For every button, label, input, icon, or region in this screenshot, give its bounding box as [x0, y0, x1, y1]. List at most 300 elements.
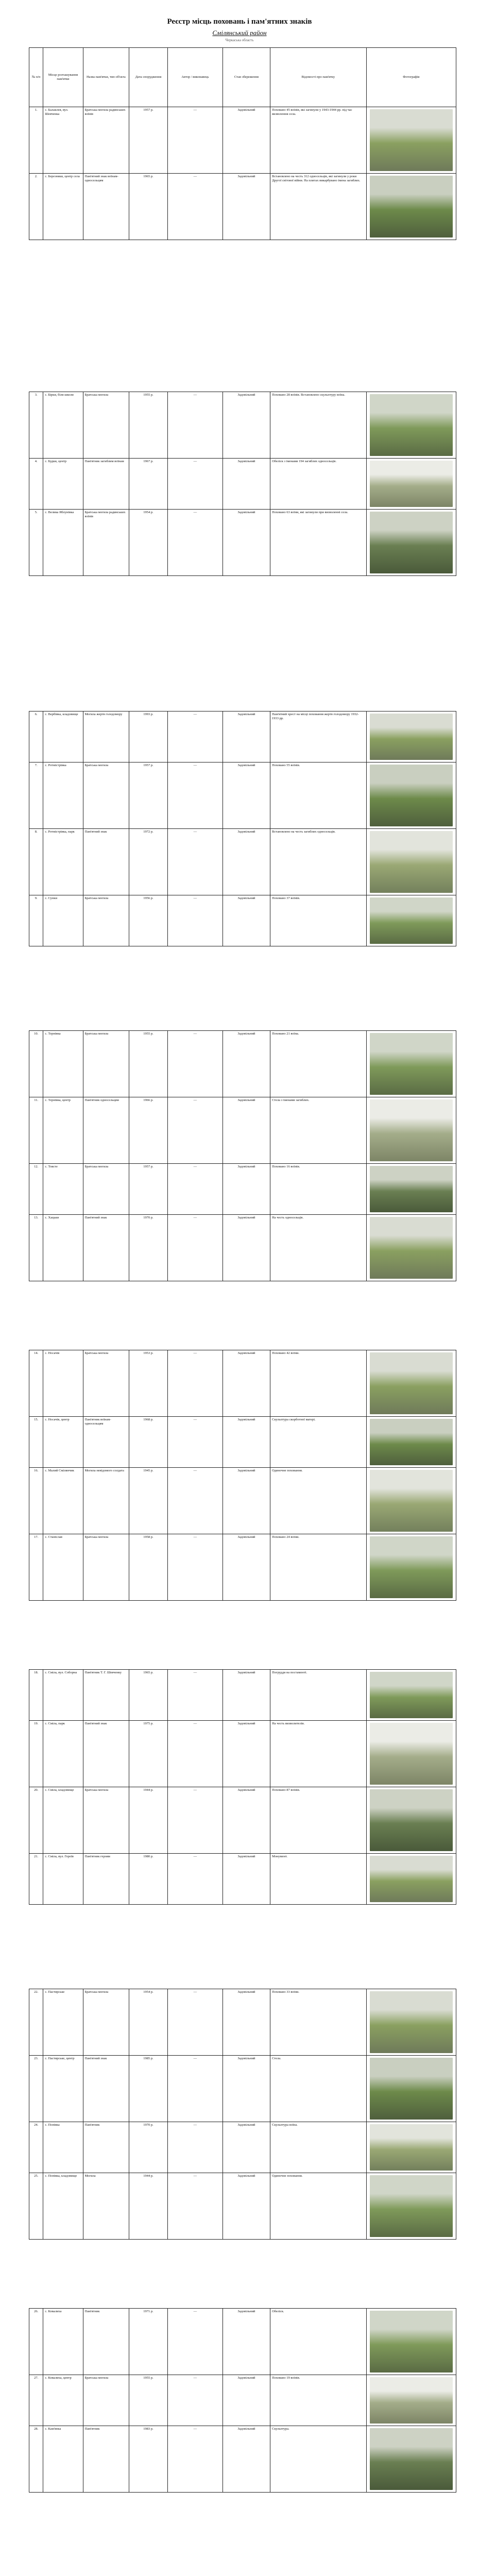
- table-row: [29, 711, 456, 762]
- monument-photo: [370, 2124, 453, 2171]
- cell-name: Братська могила: [83, 1164, 129, 1215]
- cell-photo: [366, 2309, 456, 2375]
- cell-name: Пам'ятник: [83, 2309, 129, 2375]
- cell-state: Задовільний: [223, 2309, 270, 2375]
- monument-photo: [370, 1536, 453, 1598]
- cell-date: 1944 р.: [129, 1787, 168, 1854]
- cell-state: Задовільний: [223, 459, 270, 510]
- cell-no: 22.: [29, 1989, 43, 2056]
- cell-info: Поховано 28 воїнів. Встановлено скульптуру воїна.: [270, 392, 366, 459]
- cell-place: с. Товсте: [43, 1164, 83, 1215]
- monument-photo: [370, 1856, 453, 1902]
- monument-photo: [370, 1723, 453, 1785]
- cell-no: 14.: [29, 1350, 43, 1417]
- cell-info: Погруддя на постаменті.: [270, 1670, 366, 1721]
- monument-photo: [370, 2428, 453, 2490]
- cell-place: с. Ротмістрівка, парк: [43, 829, 83, 895]
- cell-photo: [366, 1350, 456, 1417]
- cell-no: 16.: [29, 1468, 43, 1534]
- cell-name: Пам'ятний знак: [83, 829, 129, 895]
- cell-no: 3.: [29, 392, 43, 459]
- cell-author: —: [167, 1534, 223, 1601]
- cell-name: Братська могила: [83, 1534, 129, 1601]
- cell-no: 27.: [29, 2375, 43, 2426]
- cell-date: 1966 р.: [129, 1097, 168, 1164]
- page-subtitle-2: Черкаська область: [225, 38, 254, 42]
- monument-photo: [370, 1419, 453, 1465]
- cell-photo: [366, 2173, 456, 2240]
- cell-info: Встановлено на честь загиблих односельців.: [270, 829, 366, 895]
- cell-name: Братська могила: [83, 762, 129, 829]
- cell-photo: [366, 1854, 456, 1905]
- table-row: [29, 1164, 456, 1215]
- column-header: Назва пам'ятки, тип об'єкта: [83, 48, 129, 107]
- cell-place: с. Ковалиха, центр: [43, 2375, 83, 2426]
- cell-date: 1965 р.: [129, 174, 168, 240]
- cell-name: Братська могила: [83, 392, 129, 459]
- cell-no: 4.: [29, 459, 43, 510]
- monument-photo: [370, 512, 453, 573]
- cell-info: Стела.: [270, 2056, 366, 2122]
- cell-info: Поховано 24 воїни.: [270, 1534, 366, 1601]
- cell-name: Братська могила радянських воїнів: [83, 107, 129, 174]
- cell-author: —: [167, 1670, 223, 1721]
- cell-no: 20.: [29, 1787, 43, 1854]
- column-header: № п/п: [29, 48, 43, 107]
- cell-date: 1958 р.: [129, 1534, 168, 1601]
- cell-photo: [366, 1787, 456, 1854]
- cell-info: Стела з іменами загиблих.: [270, 1097, 366, 1164]
- cell-info: Скульптура.: [270, 2426, 366, 2493]
- cell-no: 11.: [29, 1097, 43, 1164]
- table-row: [29, 2309, 456, 2375]
- cell-no: 23.: [29, 2056, 43, 2122]
- table-row: [29, 174, 456, 240]
- cell-photo: [366, 392, 456, 459]
- cell-author: —: [167, 174, 223, 240]
- cell-state: Задовільний: [223, 895, 270, 946]
- monument-photo: [370, 2175, 453, 2237]
- register-table: [29, 711, 456, 946]
- register-table: [29, 1669, 456, 1905]
- cell-author: —: [167, 2173, 223, 2240]
- cell-photo: [366, 2426, 456, 2493]
- cell-place: с. Носачів, центр: [43, 1417, 83, 1468]
- cell-info: Поховано 63 воїни, які загинули при визволенні села.: [270, 510, 366, 576]
- monument-photo: [370, 1033, 453, 1095]
- cell-state: Задовільний: [223, 1989, 270, 2056]
- table-row: [29, 107, 456, 174]
- cell-info: Обеліск з іменами 194 загиблих односельців.: [270, 459, 366, 510]
- cell-author: —: [167, 829, 223, 895]
- table-row: [29, 1787, 456, 1854]
- table-row: [29, 1468, 456, 1534]
- cell-state: Задовільний: [223, 2375, 270, 2426]
- cell-date: 1967 р.: [129, 459, 168, 510]
- page-subtitle: Смілянський район: [212, 29, 267, 37]
- cell-name: Пам'ятний знак воїнам-односельцям: [83, 174, 129, 240]
- cell-no: 6.: [29, 711, 43, 762]
- cell-date: 1955 р.: [129, 2375, 168, 2426]
- cell-state: Задовільний: [223, 2122, 270, 2173]
- cell-date: 1955 р.: [129, 1031, 168, 1097]
- cell-photo: [366, 762, 456, 829]
- cell-photo: [366, 2056, 456, 2122]
- cell-date: 1955 р.: [129, 392, 168, 459]
- cell-name: Пам'ятний знак: [83, 2056, 129, 2122]
- monument-photo: [370, 461, 453, 507]
- cell-name: Могила невідомого солдата: [83, 1468, 129, 1534]
- cell-info: Поховано 42 воїни.: [270, 1350, 366, 1417]
- table-row: [29, 1097, 456, 1164]
- cell-photo: [366, 1215, 456, 1281]
- cell-state: Задовільний: [223, 762, 270, 829]
- cell-place: с. Балаклея, вул. Шевченка: [43, 107, 83, 174]
- cell-info: Монумент.: [270, 1854, 366, 1905]
- cell-no: 13.: [29, 1215, 43, 1281]
- cell-place: с. Попівка: [43, 2122, 83, 2173]
- monument-photo: [370, 2377, 453, 2424]
- cell-no: 28.: [29, 2426, 43, 2493]
- cell-place: с. Бірки, біля школи: [43, 392, 83, 459]
- cell-author: —: [167, 2056, 223, 2122]
- cell-name: Пам'ятник: [83, 2122, 129, 2173]
- cell-place: с. Ротмістрівка: [43, 762, 83, 829]
- cell-name: Братська могила: [83, 1787, 129, 1854]
- cell-name: Братська могила: [83, 1989, 129, 2056]
- cell-date: 1980 р.: [129, 1854, 168, 1905]
- cell-date: 1993 р.: [129, 711, 168, 762]
- cell-date: 1956 р.: [129, 895, 168, 946]
- monument-photo: [370, 394, 453, 456]
- cell-info: Поховано 21 воїна.: [270, 1031, 366, 1097]
- cell-author: —: [167, 2122, 223, 2173]
- cell-name: Братська могила: [83, 1350, 129, 1417]
- cell-author: —: [167, 1350, 223, 1417]
- cell-no: 5.: [29, 510, 43, 576]
- cell-author: —: [167, 2426, 223, 2493]
- cell-date: 1971 р.: [129, 2309, 168, 2375]
- cell-name: Могила жертв голодомору: [83, 711, 129, 762]
- cell-date: 1968 р.: [129, 1417, 168, 1468]
- cell-info: Одиночне поховання.: [270, 2173, 366, 2240]
- cell-no: 25.: [29, 2173, 43, 2240]
- register-table: [29, 47, 456, 240]
- cell-state: Задовільний: [223, 829, 270, 895]
- cell-no: 10.: [29, 1031, 43, 1097]
- monument-photo: [370, 897, 453, 944]
- cell-photo: [366, 1417, 456, 1468]
- register-table: [29, 1030, 456, 1281]
- table-row: [29, 1670, 456, 1721]
- table-row: [29, 2173, 456, 2240]
- cell-info: На честь односельців.: [270, 1215, 366, 1281]
- cell-name: Пам'ятний знак: [83, 1721, 129, 1787]
- cell-photo: [366, 1031, 456, 1097]
- cell-info: Одиночне поховання.: [270, 1468, 366, 1534]
- cell-date: 1944 р.: [129, 2173, 168, 2240]
- cell-date: 1975 р.: [129, 1721, 168, 1787]
- monument-photo: [370, 1352, 453, 1414]
- cell-author: —: [167, 1417, 223, 1468]
- cell-photo: [366, 107, 456, 174]
- cell-place: с. Носачів: [43, 1350, 83, 1417]
- cell-state: Задовільний: [223, 1534, 270, 1601]
- cell-date: 1957 р.: [129, 762, 168, 829]
- table-row: [29, 1350, 456, 1417]
- cell-place: с. Сміла, вул. Героїв: [43, 1854, 83, 1905]
- monument-photo: [370, 2058, 453, 2120]
- cell-state: Задовільний: [223, 1670, 270, 1721]
- monument-photo: [370, 1991, 453, 2053]
- cell-photo: [366, 1670, 456, 1721]
- cell-state: Задовільний: [223, 1031, 270, 1097]
- cell-state: Задовільний: [223, 1097, 270, 1164]
- cell-author: —: [167, 1989, 223, 2056]
- register-table: [29, 1350, 456, 1601]
- cell-state: Задовільний: [223, 510, 270, 576]
- cell-author: —: [167, 895, 223, 946]
- cell-info: Встановлено на честь 312 односельців, які загинули у роки Другої світової війни. На плитах викарбувано імена загиблих.: [270, 174, 366, 240]
- monument-photo: [370, 2311, 453, 2372]
- cell-info: На честь визволителів.: [270, 1721, 366, 1787]
- cell-place: с. Пастирське, центр: [43, 2056, 83, 2122]
- cell-place: с. Будки, центр: [43, 459, 83, 510]
- cell-info: Скульптура скорботної матері.: [270, 1417, 366, 1468]
- column-header: Відомості про пам'ятку: [270, 48, 366, 107]
- cell-author: —: [167, 392, 223, 459]
- cell-state: Задовільний: [223, 1164, 270, 1215]
- table-row: [29, 2426, 456, 2493]
- cell-state: Задовільний: [223, 1350, 270, 1417]
- cell-photo: [366, 895, 456, 946]
- cell-author: —: [167, 1854, 223, 1905]
- monument-photo: [370, 176, 453, 238]
- cell-name: Братська могила: [83, 895, 129, 946]
- cell-no: 1.: [29, 107, 43, 174]
- cell-info: Поховано 55 воїнів.: [270, 762, 366, 829]
- cell-no: 24.: [29, 2122, 43, 2173]
- cell-photo: [366, 1164, 456, 1215]
- cell-place: с. Малий Смілянчик: [43, 1468, 83, 1534]
- cell-author: —: [167, 1787, 223, 1854]
- cell-photo: [366, 510, 456, 576]
- cell-state: Задовільний: [223, 1721, 270, 1787]
- cell-author: —: [167, 1164, 223, 1215]
- cell-place: с. Вербівка, кладовище: [43, 711, 83, 762]
- cell-author: —: [167, 1031, 223, 1097]
- cell-date: 1983 р.: [129, 2426, 168, 2493]
- cell-state: Задовільний: [223, 1417, 270, 1468]
- cell-place: с. Ковалиха: [43, 2309, 83, 2375]
- table-row: [29, 829, 456, 895]
- column-header: Фотографія: [366, 48, 456, 107]
- table-row: [29, 1721, 456, 1787]
- cell-name: Пам'ятник Т. Г. Шевченку: [83, 1670, 129, 1721]
- cell-date: 1945 р.: [129, 1468, 168, 1534]
- cell-no: 17.: [29, 1534, 43, 1601]
- table-row: [29, 762, 456, 829]
- cell-place: с. Хацьки: [43, 1215, 83, 1281]
- cell-info: Скульптура воїна.: [270, 2122, 366, 2173]
- cell-date: 1957 р.: [129, 1164, 168, 1215]
- cell-name: Пам'ятник героям: [83, 1854, 129, 1905]
- cell-state: Задовільний: [223, 2426, 270, 2493]
- table-row: [29, 895, 456, 946]
- cell-author: —: [167, 762, 223, 829]
- cell-author: —: [167, 1097, 223, 1164]
- cell-author: —: [167, 2309, 223, 2375]
- cell-date: 1972 р.: [129, 829, 168, 895]
- table-row: [29, 1854, 456, 1905]
- cell-photo: [366, 1468, 456, 1534]
- cell-photo: [366, 711, 456, 762]
- cell-no: 9.: [29, 895, 43, 946]
- cell-info: Пам'ятний хрест на місці поховання жертв голодомору 1932-1933 рр.: [270, 711, 366, 762]
- table-row: [29, 2056, 456, 2122]
- table-row: [29, 392, 456, 459]
- cell-date: 1970 р.: [129, 1215, 168, 1281]
- monument-photo: [370, 1470, 453, 1532]
- cell-date: 1953 р.: [129, 1350, 168, 1417]
- cell-author: —: [167, 510, 223, 576]
- table-row: [29, 1534, 456, 1601]
- cell-place: с. Тернівка, центр: [43, 1097, 83, 1164]
- cell-place: с. Станіслав: [43, 1534, 83, 1601]
- monument-photo: [370, 765, 453, 826]
- register-table: [29, 392, 456, 576]
- cell-name: Братська могила: [83, 1031, 129, 1097]
- monument-photo: [370, 1166, 453, 1212]
- cell-info: Поховано 16 воїнів.: [270, 1164, 366, 1215]
- table-row: [29, 1989, 456, 2056]
- cell-state: Задовільний: [223, 1854, 270, 1905]
- cell-photo: [366, 2122, 456, 2173]
- cell-name: Пам'ятний знак: [83, 1215, 129, 1281]
- cell-name: Пам'ятник загиблим воїнам: [83, 459, 129, 510]
- cell-state: Задовільний: [223, 107, 270, 174]
- cell-author: —: [167, 1468, 223, 1534]
- register-table: [29, 1989, 456, 2240]
- cell-info: Обеліск.: [270, 2309, 366, 2375]
- monument-photo: [370, 1217, 453, 1279]
- cell-photo: [366, 1097, 456, 1164]
- monument-photo: [370, 1099, 453, 1161]
- cell-place: с. Кам'янка: [43, 2426, 83, 2493]
- table-row: [29, 510, 456, 576]
- cell-place: с. Сунки: [43, 895, 83, 946]
- cell-author: —: [167, 711, 223, 762]
- cell-date: 1954 р.: [129, 1989, 168, 2056]
- cell-state: Задовільний: [223, 2173, 270, 2240]
- table-header-row: [29, 48, 456, 107]
- column-header: Стан збереження: [223, 48, 270, 107]
- cell-date: 1957 р.: [129, 107, 168, 174]
- cell-state: Задовільний: [223, 1215, 270, 1281]
- cell-name: Братська могила радянських воїнів: [83, 510, 129, 576]
- cell-place: с. Тернівка: [43, 1031, 83, 1097]
- cell-state: Задовільний: [223, 392, 270, 459]
- cell-no: 8.: [29, 829, 43, 895]
- cell-place: с. Сміла, вул. Соборна: [43, 1670, 83, 1721]
- monument-photo: [370, 1789, 453, 1851]
- register-table: [29, 2308, 456, 2493]
- cell-date: 1985 р.: [129, 2056, 168, 2122]
- cell-photo: [366, 1721, 456, 1787]
- table-row: [29, 2122, 456, 2173]
- cell-info: Поховано 19 воїнів.: [270, 2375, 366, 2426]
- cell-date: 1965 р.: [129, 1670, 168, 1721]
- cell-info: Поховано 37 воїнів.: [270, 895, 366, 946]
- cell-author: —: [167, 1721, 223, 1787]
- cell-state: Задовільний: [223, 2056, 270, 2122]
- column-header: Автор / виконавець: [167, 48, 223, 107]
- cell-place: с. Велика Яблунівка: [43, 510, 83, 576]
- cell-photo: [366, 1534, 456, 1601]
- cell-author: —: [167, 107, 223, 174]
- cell-state: Задовільний: [223, 174, 270, 240]
- cell-place: с. Сміла, кладовище: [43, 1787, 83, 1854]
- cell-date: 1954 р.: [129, 510, 168, 576]
- cell-no: 2.: [29, 174, 43, 240]
- table-row: [29, 459, 456, 510]
- monument-photo: [370, 714, 453, 760]
- monument-photo: [370, 1672, 453, 1718]
- cell-no: 18.: [29, 1670, 43, 1721]
- cell-author: —: [167, 2375, 223, 2426]
- table-row: [29, 1417, 456, 1468]
- cell-place: с. Сміла, парк: [43, 1721, 83, 1787]
- cell-place: с. Попівка, кладовище: [43, 2173, 83, 2240]
- cell-info: Поховано 87 воїнів.: [270, 1787, 366, 1854]
- cell-no: 19.: [29, 1721, 43, 1787]
- cell-info: Поховано 33 воїни.: [270, 1989, 366, 2056]
- table-row: [29, 2375, 456, 2426]
- table-row: [29, 1031, 456, 1097]
- monument-photo: [370, 831, 453, 893]
- cell-photo: [366, 174, 456, 240]
- monument-photo: [370, 109, 453, 171]
- cell-name: Пам'ятник воїнам-односельцям: [83, 1417, 129, 1468]
- cell-author: —: [167, 1215, 223, 1281]
- cell-name: Пам'ятник: [83, 2426, 129, 2493]
- cell-no: 21.: [29, 1854, 43, 1905]
- cell-place: с. Пастирське: [43, 1989, 83, 2056]
- column-header: Місце розташування пам'ятки: [43, 48, 83, 107]
- cell-no: 12.: [29, 1164, 43, 1215]
- cell-name: Могила: [83, 2173, 129, 2240]
- table-row: [29, 1215, 456, 1281]
- cell-state: Задовільний: [223, 1787, 270, 1854]
- cell-place: с. Березняки, центр села: [43, 174, 83, 240]
- cell-name: Пам'ятник односельцям: [83, 1097, 129, 1164]
- cell-photo: [366, 2375, 456, 2426]
- cell-photo: [366, 459, 456, 510]
- cell-no: 26.: [29, 2309, 43, 2375]
- page-title: Реєстр місць поховань і пам'ятних знаків: [167, 18, 312, 26]
- cell-no: 15.: [29, 1417, 43, 1468]
- cell-name: Братська могила: [83, 2375, 129, 2426]
- cell-photo: [366, 829, 456, 895]
- column-header: Дата спорудження: [129, 48, 168, 107]
- cell-photo: [366, 1989, 456, 2056]
- cell-author: —: [167, 459, 223, 510]
- cell-state: Задовільний: [223, 1468, 270, 1534]
- cell-info: Поховано 45 воїнів, які загинули у 1943-1944 рр. під час визволення села.: [270, 107, 366, 174]
- cell-no: 7.: [29, 762, 43, 829]
- cell-state: Задовільний: [223, 711, 270, 762]
- cell-date: 1970 р.: [129, 2122, 168, 2173]
